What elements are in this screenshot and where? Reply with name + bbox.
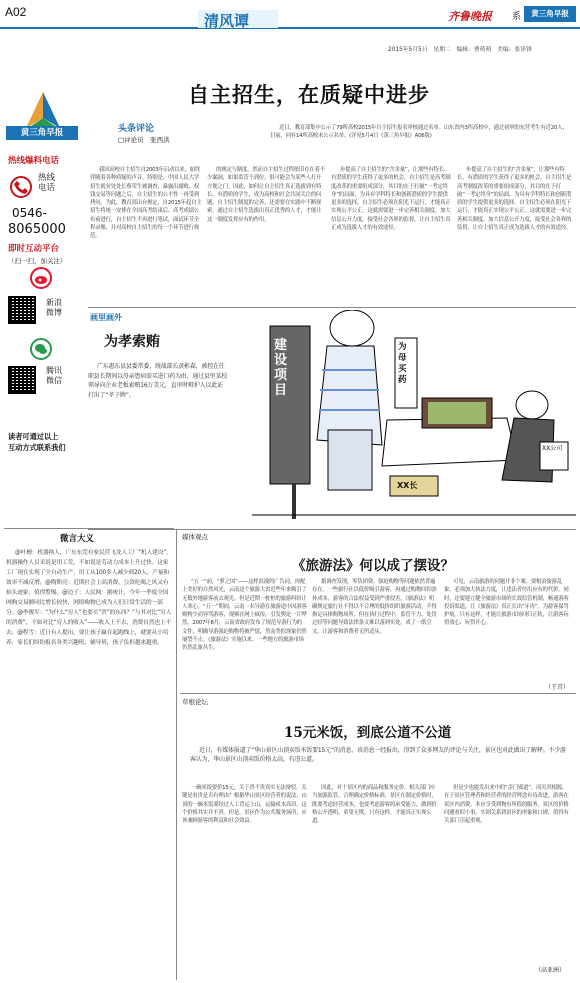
- rice-col-3: [444, 784, 572, 962]
- logo-icon: [18, 90, 68, 130]
- tourism-title: 《旅游法》何以成了摆设？: [292, 558, 454, 574]
- weibo-label: 新浪 微博: [46, 298, 62, 317]
- rice-col-2: [312, 784, 438, 970]
- phone-icon: [10, 176, 32, 198]
- weibo-column-title: 微言大义: [60, 534, 95, 544]
- main-col-3-text: 步提高了自主招生的“含金量”，让那些有特长、有潜质的学生获得了更多的机会。自主招生是高考制度改革的重要组成部分，其目的在于打破“一考定终身”的局面，为具有学科特长和创新潜质的学生提供更多的选择。自主招生必须在阳光下运行，才能真正实现公平公正。这就需要进一步完善相关制度，加大信息公开力度，接受社会各界的监督，让自主招生真正成为选拔人才的有效途径。: [331, 167, 451, 232]
- main-title: 自主招生，在质疑中进步: [188, 82, 430, 107]
- interact-sub: （扫一扫，加关注）: [8, 257, 67, 265]
- section-title: 清风谭: [204, 12, 250, 30]
- rice-col-2-text: 因此，对于景区内的商品和服务定价，相关部门应当加强监管，合理确定价格标准。景区在制定价格时，既要考虑经营成本，也要考虑游客的承受能力，做到价格公开透明、童叟无欺。只有这样，才能真正实现公道。: [312, 785, 437, 825]
- cartoon-caption-text: 广东惠东县县委常委、统战部长黄彬森，被控在任职县长期间以母亲患病需买进口药为由，通过县里某校领导向企业老板索贿16万美元，直审时辩护人以此证打出了“孝子牌”。: [88, 363, 228, 399]
- page-header: [0, 0, 580, 29]
- main-lead-text: 近日，教育部集中公示了79所高校2015年自主招生报名审核通过名单。山东省内3所高校中，通过初审的东营考生有近20人，目前，同有14所高校未公示名单。(详见5月4日《黄三角早报》A06版): [270, 125, 568, 140]
- main-byline: □评论员 张西洪: [118, 136, 170, 144]
- tourism-col-2: [312, 578, 438, 690]
- weibo-qr-code[interactable]: [8, 296, 36, 324]
- main-col-1: [90, 166, 202, 306]
- wechat-qr-code[interactable]: [8, 366, 36, 394]
- rice-author: （高亚洲）: [535, 967, 566, 974]
- weibo-column-text: [6, 548, 172, 976]
- sidebar-footer-1: 读者可通过以上: [8, 432, 59, 441]
- main-lead: [270, 124, 568, 166]
- tourism-col-3: [444, 578, 572, 682]
- main-col-4-text: 步提高了自主招生的“含金量”，让那些有特长、有潜质的学生获得了更多的机会。自主招生是高考制度改革的重要组成部分，其目的在于打破“一考定终身”的局面，为具有学科特长和创新潜质的学生提供更多的选择。自主招生必须在阳光下运行，才能真正实现公平公正。这就需要进一步完善相关制度，加大信息公开力度，接受社会各界的监督，让自主招生真正成为选拔人才的有效途径。: [457, 167, 572, 232]
- phone-label: 热线 电话: [38, 173, 56, 193]
- cartoon-title: 为孝索贿: [104, 334, 160, 350]
- rice-title: 15元米饭，到底公道不公道: [284, 725, 452, 741]
- logo-text: 黄三角早报: [6, 126, 78, 140]
- main-col-1-text: 我国高校自主招生自2003年启动以来，始终伴随着各种质疑的声音。特别是，中国人民大学招生就业处处长蔡荣生被调查，暴露出腐败、权钱交易等问题之后，自主招生的公平性一再受到拷问。为此，教育部出台规定，自2015年起自主招生将统一安排在全国高考结束后、高考成绩公布前进行，自主招生不再进行笔试，面试环节全程录像，并对高校自主招生的每一个环节进行规范。: [90, 167, 202, 240]
- rice-lead-text: 近日，有媒体报道了“华山景区山顶卖饭米饭要15元”的消息，该消息一经报出，得到了众多网友的评论与关注，景区也对此做出了解释。不少游客认为，华山景区山顶卖饭价格太高，有违公道。: [190, 747, 566, 763]
- rice-section-label: 草根论坛: [182, 698, 208, 706]
- cartoon-bottom-rule: [88, 529, 576, 530]
- main-col-4: [457, 166, 573, 306]
- left-column-top-rule: [4, 528, 174, 529]
- phone-area: 0546-: [12, 206, 47, 220]
- cartoon-sign-text: 建设项目: [274, 338, 288, 398]
- weibo-icon[interactable]: [30, 267, 52, 289]
- main-col-3: [331, 166, 451, 306]
- interact-title: 即时互动平台: [8, 244, 60, 254]
- phone-number[interactable]: 8065000: [8, 222, 66, 237]
- rice-col-1-text: 一碗米饭要价15元，关于贵不贵真实无法辩驳。关键是看贵是否有理由？根据华山景区经营者的说法，山顶的一碗米饭要经过人工背运上山，运输成本高昂，这个价格其实并不贵。但是，景区作为公共服务场所，应该兼顾游客的利益和社会效益。: [182, 785, 307, 825]
- tourism-author: （王青）: [545, 684, 570, 691]
- cartoon-desk-label: XX长: [397, 481, 418, 490]
- wechat-icon[interactable]: [30, 338, 52, 360]
- rice-col-3-text: 但是少也能发出来中的“歪门邪道”。而究其根源，在于景区管理者和经营者的经营理念有待改进。游客在景区内消费，本应享受到物有所值的服务。景区的价格问题看似小事，实则关系到景区的形象和口碑，值得有关部门引起重视。: [444, 785, 569, 825]
- sidebar-footer-2: 互动方式联系我们: [8, 443, 66, 452]
- rice-lead: [190, 746, 570, 780]
- cartoon-section-label: 画里画外: [90, 313, 122, 322]
- main-bottom-rule: [88, 307, 576, 308]
- tourism-bottom-rule: [180, 693, 576, 694]
- tourism-col-3-text: 可见，云南旅游的问题并非个案。要根治旅游乱象，必须加大执法力度，让违法者付出应有的代价。同时，还要建立健全旅游市场的长效监管机制，畅通游客投诉渠道，让《旅游法》真正长出“牙齿”，为游客保驾护航。只有这样，才能让旅游市场回归正轨，让游客玩得放心、玩得开心。: [444, 579, 569, 627]
- cartoon-man-label: XX公司: [542, 445, 563, 452]
- cartoon-caption: [88, 362, 228, 460]
- left-column-divider: [176, 530, 177, 980]
- hotline-title: 热线爆料电话: [8, 156, 60, 166]
- page-number: A02: [5, 5, 27, 19]
- tourism-col-1: [182, 578, 307, 690]
- brand-box: 黄三角早报: [524, 6, 576, 22]
- comment-column-label: 头条评论: [118, 124, 155, 134]
- date-line: 2015年5月5日 星期二 编辑：曹萌萌 美编：张泽锋: [388, 47, 532, 53]
- rice-col-1: [182, 784, 307, 970]
- weibo-column-body: @叶檀：机器换人，广东东莞有家民营飞龙人工厂“机人建设”，机器操作人员采说是用工荒，不如说是劳动力成本上升过快。这家工厂现在实现了全自动生产，用工从100多人减少到20人，产量和效率不减反增。@陶斯亮：近期社会上高消费、公款吃喝之风又有抬头迹象，值得警惕。@边子：人民网：据统计，今年一季度全国网购交易额同比增长较快，网络购物已成为人们日常生活的一部分。@李俊军：“为什么“穷人”也要买“贵”的东西？”与其对比“穷人的消费”，不如对比“穷人的收入”——收入上不去，消费自然也上不去。@程雪：近日有人提出，要让孩子赢在起跑线上，就要从小培养，家长们纷纷报名各类兴趣班、辅导班，孩子负担越来越重。: [6, 550, 172, 646]
- cartoon-banner-text: 为母买药: [398, 342, 407, 385]
- sidebar: [0, 60, 82, 530]
- wechat-label: 腾讯 微信: [46, 366, 62, 385]
- main-col-2: [207, 166, 325, 306]
- paper-series: 系: [512, 12, 522, 22]
- main-col-2-text: 的规定与制度，然而自主招生过程依旧存在着不少漏洞，如果监管不到位，很可能会为某些人打开方便之门。因此，如何让自主招生真正选拔到有特长、有潜质的学生，成为高校和社会共同关注的问题。自主招生制度的完善，还需要在实践中不断探索。通过自主招生选拔出真正优秀的人才，才能让这一制度发挥应有的作用。: [207, 167, 325, 223]
- paper-name: 齐鲁晚报: [448, 10, 492, 23]
- tourism-section-label: 媒体观点: [182, 533, 208, 541]
- tourism-col-1-text: “五一”前，“萝之国”——这样浪漫的广告词，再配上美好的自然风光，云南这个旅游大省近些年来吸引了无数外地游客前去观光。但是近期一桩桩的旅游纠纷让人寒心。“五一”期间，云南一名导游在旅游途中因游客购物少而辱骂游客，视频在网上疯传，引发舆论一片哗然。2007年8月，云南省政府发布了规范导游行为的文件，明确导游强迫购物将被严惩，然而类似现象仍然屡禁不止。《旅游法》实施以来，一些地方的旅游市场仍然乱象丛生。: [182, 579, 307, 652]
- tourism-col-2-text: 据调查发现，零负团费、强迫购物等问题依然普遍存在。一些旅行社以低价吸引游客，再通过购物回扣弥补成本，游客的合法权益受到严重侵害。《旅游法》明确规定旅行社不得以不合理的低价组织旅游活动，不得指定具体购物场所，但在执行过程中，监管不力、处罚过轻等问题导致法律条文难以落到实处，成了一纸空文，让游客和消费者无所适从。: [312, 579, 437, 635]
